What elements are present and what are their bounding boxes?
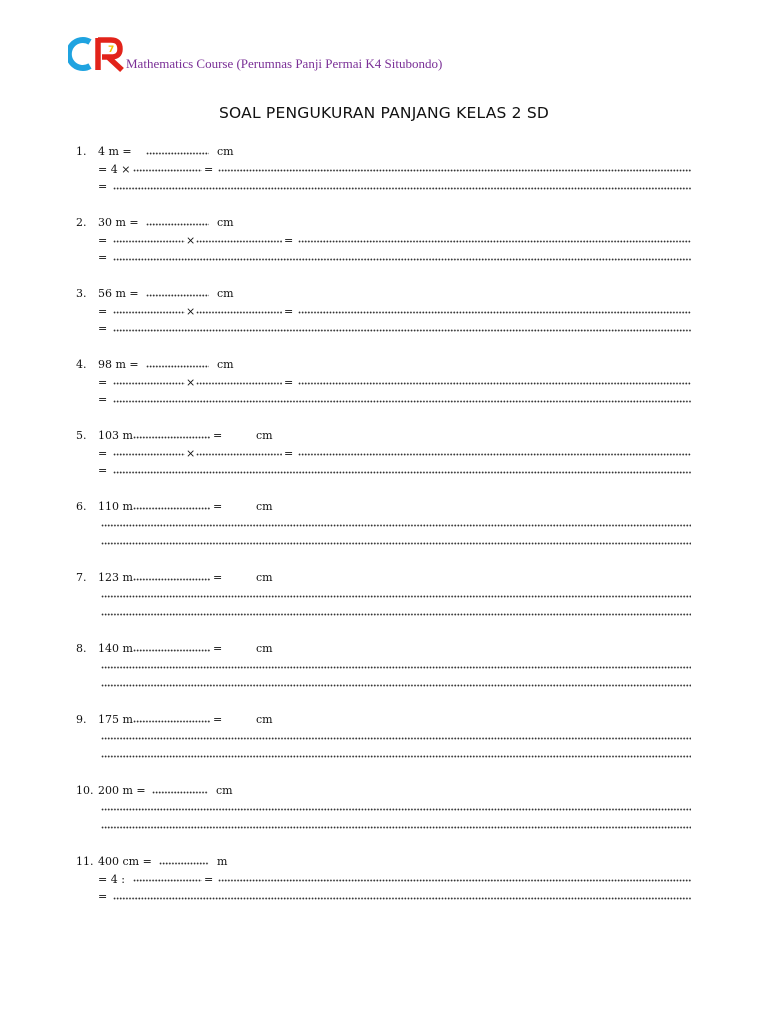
equals-sign: = bbox=[204, 872, 214, 886]
answer-blank bbox=[298, 238, 691, 246]
answer-blank bbox=[133, 167, 202, 175]
answer-blank bbox=[113, 468, 691, 476]
answer-blank bbox=[298, 309, 691, 317]
unit-label: cm bbox=[256, 571, 273, 584]
problem-number: 4. bbox=[76, 358, 87, 371]
working-row bbox=[0, 446, 768, 462]
equals-sign: = bbox=[284, 304, 294, 318]
answer-blank bbox=[113, 238, 185, 246]
working-row bbox=[0, 659, 768, 675]
question-text: 123 m bbox=[98, 571, 133, 584]
answer-blank bbox=[101, 610, 691, 618]
working-row bbox=[0, 375, 768, 391]
problem-number: 5. bbox=[76, 429, 87, 442]
question-row bbox=[0, 357, 768, 373]
equals-sign: = bbox=[213, 500, 223, 513]
answer-blank bbox=[113, 255, 691, 263]
answer-blank bbox=[133, 646, 210, 654]
equals-sign: = bbox=[98, 233, 108, 247]
answer-blank bbox=[133, 575, 210, 583]
working-row bbox=[0, 747, 768, 763]
answer-blank bbox=[196, 451, 282, 459]
answer-blank bbox=[113, 380, 185, 388]
working-row bbox=[0, 179, 768, 195]
answer-blank bbox=[101, 681, 691, 689]
answer-blank bbox=[101, 823, 691, 831]
answer-blank bbox=[159, 859, 209, 867]
logo-icon bbox=[68, 36, 126, 72]
unit-label: cm bbox=[256, 429, 273, 442]
question-text: 98 m = bbox=[98, 358, 139, 371]
equals-sign: = bbox=[213, 571, 223, 584]
unit-label: cm bbox=[256, 713, 273, 726]
problem-number: 6. bbox=[76, 500, 87, 513]
answer-blank bbox=[113, 309, 185, 317]
working-row bbox=[0, 889, 768, 905]
answer-blank bbox=[152, 788, 208, 796]
course-name: Mathematics Course (Perumnas Panji Permai K4 Situbondo) bbox=[126, 56, 443, 71]
problem-number: 8. bbox=[76, 642, 87, 655]
working-row bbox=[0, 676, 768, 692]
multiply-sign: × bbox=[186, 233, 196, 247]
question-text: 400 cm = bbox=[98, 855, 152, 868]
answer-blank bbox=[113, 326, 691, 334]
answer-blank bbox=[101, 522, 691, 530]
question-row bbox=[0, 428, 768, 444]
question-row bbox=[0, 215, 768, 231]
problem-number: 9. bbox=[76, 713, 87, 726]
working-row bbox=[0, 162, 768, 178]
multiply-sign: × bbox=[186, 304, 196, 318]
working-row bbox=[0, 534, 768, 550]
answer-blank bbox=[113, 397, 691, 405]
equals-sign: = bbox=[98, 393, 108, 406]
working-row bbox=[0, 872, 768, 888]
equals-sign: = bbox=[213, 713, 223, 726]
problem-number: 1. bbox=[76, 145, 87, 158]
question-row bbox=[0, 286, 768, 302]
answer-blank bbox=[146, 362, 209, 370]
equals-sign: = bbox=[98, 446, 108, 460]
problem-number: 10. bbox=[76, 784, 94, 797]
question-row bbox=[0, 712, 768, 728]
answer-blank bbox=[101, 664, 691, 672]
answer-blank bbox=[113, 451, 185, 459]
question-row bbox=[0, 641, 768, 657]
unit-label: cm bbox=[216, 784, 233, 797]
equals-sign: = bbox=[284, 446, 294, 460]
working-row bbox=[0, 818, 768, 834]
question-text: 4 m = bbox=[98, 145, 132, 158]
equals-sign: = bbox=[98, 251, 108, 264]
answer-blank bbox=[298, 380, 691, 388]
question-text: 175 m bbox=[98, 713, 133, 726]
question-text: 56 m = bbox=[98, 287, 139, 300]
line-prefix: = 4 : bbox=[98, 872, 125, 886]
unit-label: cm bbox=[217, 216, 234, 229]
working-row bbox=[0, 392, 768, 408]
problem-number: 7. bbox=[76, 571, 87, 584]
answer-blank bbox=[113, 894, 691, 902]
answer-blank bbox=[146, 149, 209, 157]
answer-blank bbox=[101, 735, 691, 743]
answer-blank bbox=[133, 433, 210, 441]
unit-label: m bbox=[217, 855, 228, 868]
problem-number: 2. bbox=[76, 216, 87, 229]
question-row bbox=[0, 783, 768, 799]
problem-number: 3. bbox=[76, 287, 87, 300]
equals-sign: = bbox=[213, 429, 223, 442]
answer-blank bbox=[218, 877, 691, 885]
answer-blank bbox=[146, 220, 209, 228]
page-title: SOAL PENGUKURAN PANJANG KELAS 2 SD bbox=[218, 104, 550, 122]
multiply-sign: × bbox=[186, 375, 196, 389]
question-text: 200 m = bbox=[98, 784, 146, 797]
working-row bbox=[0, 321, 768, 337]
equals-sign: = bbox=[204, 162, 214, 176]
question-row bbox=[0, 144, 768, 160]
working-row bbox=[0, 730, 768, 746]
question-text: 140 m bbox=[98, 642, 133, 655]
answer-blank bbox=[101, 593, 691, 601]
answer-blank bbox=[196, 380, 282, 388]
working-row bbox=[0, 517, 768, 533]
answer-blank bbox=[101, 539, 691, 547]
working-row bbox=[0, 233, 768, 249]
answer-blank bbox=[298, 451, 691, 459]
question-row bbox=[0, 499, 768, 515]
working-row bbox=[0, 588, 768, 604]
svg-text:7: 7 bbox=[108, 45, 115, 55]
working-row bbox=[0, 605, 768, 621]
unit-label: cm bbox=[217, 145, 234, 158]
answer-blank bbox=[196, 309, 282, 317]
equals-sign: = bbox=[284, 375, 294, 389]
answer-blank bbox=[101, 806, 691, 814]
working-row bbox=[0, 304, 768, 320]
working-row bbox=[0, 463, 768, 479]
answer-blank bbox=[101, 752, 691, 760]
unit-label: cm bbox=[256, 500, 273, 513]
answer-blank bbox=[113, 184, 691, 192]
equals-sign: = bbox=[98, 322, 108, 335]
equals-sign: = bbox=[98, 304, 108, 318]
answer-blank bbox=[196, 238, 282, 246]
answer-blank bbox=[218, 167, 691, 175]
equals-sign: = bbox=[98, 464, 108, 477]
question-text: 30 m = bbox=[98, 216, 139, 229]
question-row bbox=[0, 570, 768, 586]
working-row bbox=[0, 801, 768, 817]
line-prefix: = 4 × bbox=[98, 162, 131, 176]
problem-number: 11. bbox=[76, 855, 94, 868]
answer-blank bbox=[133, 877, 202, 885]
equals-sign: = bbox=[98, 180, 108, 193]
working-row bbox=[0, 250, 768, 266]
equals-sign: = bbox=[98, 890, 108, 903]
equals-sign: = bbox=[284, 233, 294, 247]
equals-sign: = bbox=[213, 642, 223, 655]
question-row bbox=[0, 854, 768, 870]
answer-blank bbox=[133, 717, 210, 725]
multiply-sign: × bbox=[186, 446, 196, 460]
unit-label: cm bbox=[217, 358, 234, 371]
question-text: 103 m bbox=[98, 429, 133, 442]
question-text: 110 m bbox=[98, 500, 133, 513]
unit-label: cm bbox=[256, 642, 273, 655]
equals-sign: = bbox=[98, 375, 108, 389]
unit-label: cm bbox=[217, 287, 234, 300]
answer-blank bbox=[133, 504, 210, 512]
answer-blank bbox=[146, 291, 209, 299]
